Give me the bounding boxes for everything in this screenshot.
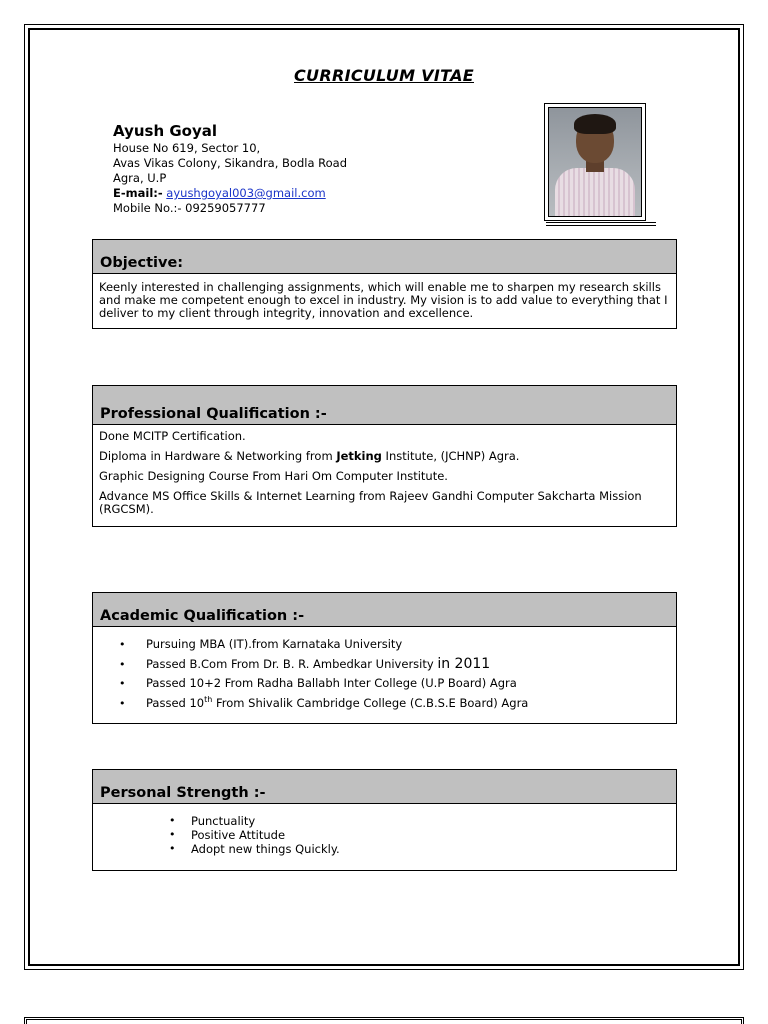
section-heading: Professional Qualification :-: [93, 386, 676, 425]
address-line: House No 619, Sector 10,: [113, 141, 261, 155]
address-line: Avas Vikas Colony, Sikandra, Bodla Road: [113, 156, 348, 170]
profile-photo: [548, 107, 642, 217]
list-item: • Punctuality: [169, 814, 256, 828]
address-line: Agra, U.P: [113, 171, 167, 185]
list-item: Diploma in Hardware & Networking from Jetking Institute, (JCHNP) Agra.: [99, 449, 520, 463]
professional-list: [93, 425, 676, 526]
profile-photo-frame: [544, 103, 646, 221]
academic-section: [92, 592, 677, 724]
section-heading: Objective:: [93, 240, 676, 274]
section-heading: Personal Strength :-: [93, 770, 676, 804]
strength-section: [92, 769, 677, 871]
list-item: • Adopt new things Quickly.: [169, 842, 340, 856]
document-title: CURRICULUM VITAE: [294, 66, 474, 85]
mobile-number: Mobile No.:- 09259057777: [113, 201, 266, 215]
applicant-name: Ayush Goyal: [113, 122, 218, 140]
email-row: [113, 186, 347, 201]
email-label: E-mail:-: [113, 186, 163, 200]
list-item: • Passed B.Com From Dr. B. R. Ambedkar University in 2011: [119, 655, 491, 672]
list-item: Graphic Designing Course From Hari Om Computer Institute.: [99, 469, 448, 483]
list-item: Done MCITP Certification.: [99, 429, 246, 443]
strength-list: [93, 804, 676, 870]
section-heading: Academic Qualification :-: [93, 593, 676, 627]
list-item: Advance MS Office Skills & Internet Learning from Rajeev Gandhi Computer Sakcharta Mission (RGCSM).: [99, 489, 642, 516]
header-divider: [546, 222, 656, 226]
contact-block: [113, 122, 347, 216]
list-item: • Pursuing MBA (IT).from Karnataka University: [119, 637, 403, 651]
list-item: • Passed 10th From Shivalik Cambridge College (C.B.S.E Board) Agra: [119, 694, 529, 710]
objective-section: [92, 239, 677, 329]
list-item: • Passed 10+2 From Radha Ballabh Inter College (U.P Board) Agra: [119, 676, 517, 690]
list-item: • Positive Attitude: [169, 828, 286, 842]
email-link[interactable]: ayushgoyal003@gmail.com: [166, 186, 326, 200]
objective-text: Keenly interested in challenging assignments, which will enable me to sharpen my research skills and make me competent enough to excel in industry. My vision is to add value to everything that I deliver to my client through integrity, innovation and excellence.: [99, 280, 668, 320]
academic-list: [93, 627, 676, 723]
next-page-border: [24, 1017, 744, 1024]
professional-section: [92, 385, 677, 527]
